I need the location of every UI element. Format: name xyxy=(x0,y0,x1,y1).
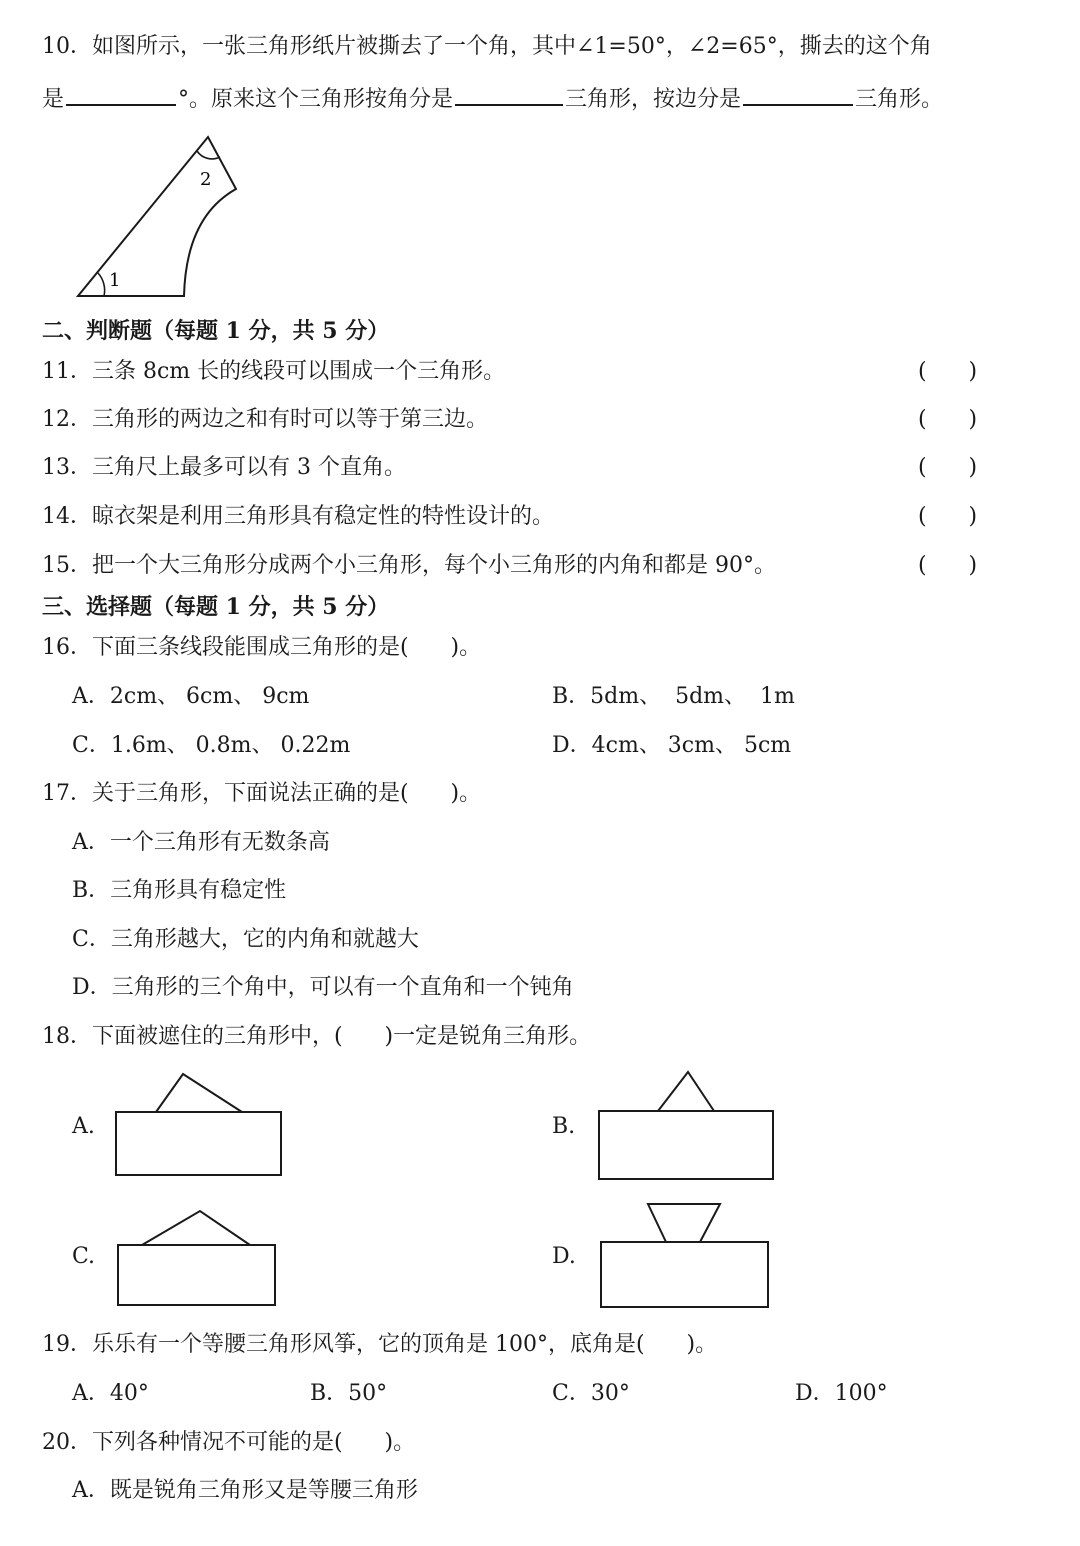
judge-answer-11[interactable]: ( ) xyxy=(918,359,978,384)
q16-option-b[interactable]: B．5dm、 5dm、 1m xyxy=(552,684,795,709)
judge-answer-13[interactable]: ( ) xyxy=(918,455,978,480)
q10-line1: 10．如图所示，一张三角形纸片被撕去了一个角，其中∠1=50°，∠2=65°，撕去的这个角 xyxy=(42,34,932,59)
q18-option-d-figure[interactable] xyxy=(592,1198,782,1316)
angle-1-label: 1 xyxy=(109,270,121,291)
q10-line2-a: 是 xyxy=(42,87,65,112)
judge-item-14: 14．晾衣架是利用三角形具有稳定性的特性设计的。 xyxy=(42,504,554,529)
answer-blank-angle[interactable] xyxy=(66,82,176,106)
q18-option-c-figure[interactable] xyxy=(110,1205,290,1315)
q10-line2-c: 三角形，按边分是 xyxy=(565,87,742,112)
q16-stem: 16．下面三条线段能围成三角形的是( )。 xyxy=(42,635,482,660)
judge-item-12: 12．三角形的两边之和有时可以等于第三边。 xyxy=(42,407,488,432)
q19-option-a[interactable]: A．40° xyxy=(72,1381,149,1406)
judge-answer-12[interactable]: ( ) xyxy=(918,407,978,432)
answer-blank-side-type[interactable] xyxy=(743,82,853,106)
q17-option-b[interactable]: B．三角形具有稳定性 xyxy=(72,878,287,903)
angle-2-label: 2 xyxy=(200,169,212,190)
section2-title: 二、判断题（每题 1 分，共 5 分） xyxy=(42,318,390,344)
q18-option-a-label[interactable]: A. xyxy=(72,1114,95,1139)
q16-option-a[interactable]: A．2cm、 6cm、 9cm xyxy=(72,684,310,709)
judge-item-15: 15．把一个大三角形分成两个小三角形，每个小三角形的内角和都是 90°。 xyxy=(42,553,776,578)
judge-item-11: 11．三条 8cm 长的线段可以围成一个三角形。 xyxy=(42,359,506,384)
q18-option-a-figure[interactable] xyxy=(110,1070,290,1185)
judge-answer-15[interactable]: ( ) xyxy=(918,553,978,578)
q10-line2 xyxy=(42,82,943,115)
q16-option-c[interactable]: C．1.6m、 0.8m、 0.22m xyxy=(72,733,351,758)
q19-option-d[interactable]: D．100° xyxy=(795,1381,888,1406)
q17-stem: 17．关于三角形，下面说法正确的是( )。 xyxy=(42,781,482,806)
judge-answer-14[interactable]: ( ) xyxy=(918,504,978,529)
q10-line2-b: °。原来这个三角形按角分是 xyxy=(178,87,454,112)
torn-triangle-figure xyxy=(60,125,260,310)
q19-stem: 19．乐乐有一个等腰三角形风筝，它的顶角是 100°，底角是( )。 xyxy=(42,1332,718,1357)
q19-option-b[interactable]: B．50° xyxy=(310,1381,388,1406)
q17-option-a[interactable]: A．一个三角形有无数条高 xyxy=(72,830,330,855)
q16-option-d[interactable]: D．4cm、 3cm、 5cm xyxy=(552,733,792,758)
answer-blank-angle-type[interactable] xyxy=(455,82,563,106)
q18-option-d-label[interactable]: D. xyxy=(552,1244,576,1269)
judge-item-13: 13．三角尺上最多可以有 3 个直角。 xyxy=(42,455,406,480)
q17-option-c[interactable]: C．三角形越大，它的内角和就越大 xyxy=(72,927,419,952)
q10-line2-d: 三角形。 xyxy=(855,87,944,112)
q18-option-b-figure[interactable] xyxy=(592,1068,782,1186)
q18-stem: 18．下面被遮住的三角形中，( )一定是锐角三角形。 xyxy=(42,1024,592,1049)
q18-option-c-label[interactable]: C. xyxy=(72,1244,96,1269)
q18-option-b-label[interactable]: B. xyxy=(552,1114,576,1139)
q20-stem: 20．下列各种情况不可能的是( )。 xyxy=(42,1430,416,1455)
section3-title: 三、选择题（每题 1 分，共 5 分） xyxy=(42,594,390,620)
q20-option-a[interactable]: A．既是锐角三角形又是等腰三角形 xyxy=(72,1478,418,1503)
q17-option-d[interactable]: D．三角形的三个角中，可以有一个直角和一个钝角 xyxy=(72,975,574,1000)
q19-option-c[interactable]: C．30° xyxy=(552,1381,630,1406)
